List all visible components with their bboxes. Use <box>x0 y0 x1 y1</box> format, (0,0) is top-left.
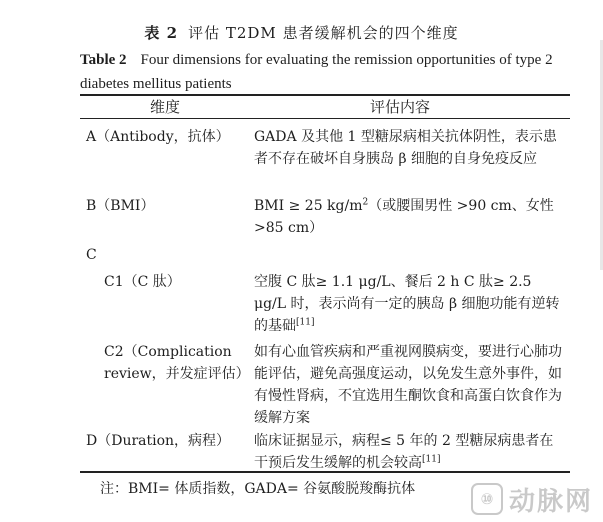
caption-cn-title: 评估 T2DM 患者缓解机会的四个维度 <box>188 24 459 42</box>
row-c2-dimension: C2（Complication review，并发症评估） <box>104 344 250 382</box>
caption-en-title: Four dimensions for evaluating the remission opportunities of type 2 diabetes mellitus patients <box>80 52 553 92</box>
row-d-content <box>254 430 564 474</box>
row-d-dimension: D（Duration，病程） <box>86 433 231 449</box>
table-caption-cn <box>0 22 603 43</box>
row-c1-content <box>254 271 564 337</box>
watermark-text: 动脉网 <box>509 486 594 517</box>
row-b-dimension: B（BMI） <box>86 198 155 214</box>
header-rule <box>80 118 570 119</box>
watermark-logo <box>471 476 603 522</box>
caption-en-label: Table 2 <box>80 52 127 68</box>
watermark-mark-icon: ⑩ <box>471 483 503 515</box>
row-a-content: GADA 及其他 1 型糖尿病相关抗体阴性，表示患者不存在破坏自身胰岛 β 细胞的自身免疫反应 <box>254 129 557 167</box>
row-d-text: 临床证据显示，病程≤ 5 年的 2 型糖尿病患者在干预后发生缓解的机会较高 <box>254 433 554 471</box>
row-c-dimension: C <box>86 247 97 263</box>
row-c1-ref: [11] <box>296 317 315 328</box>
header-dimension: 维度 <box>150 98 181 116</box>
row-b-content-post: （或腰围男性 >90 cm、女性 >85 cm） <box>254 198 554 236</box>
table-caption-en <box>80 48 580 96</box>
row-d-ref: [11] <box>422 454 441 465</box>
row-c1-dimension: C1（C 肽） <box>104 274 181 290</box>
row-b-content <box>254 195 564 239</box>
row-c1-text: 空腹 C 肽≥ 1.1 μg/L、餐后 2 h C 肽≥ 2.5 μg/L 时，表示尚有一定的胰岛 β 细胞功能有逆转的基础 <box>254 274 560 334</box>
row-b-superscript: 2 <box>362 197 369 208</box>
header-content: 评估内容 <box>370 98 431 116</box>
caption-cn-label: 表 2 <box>144 24 179 42</box>
row-c2-content: 如有心血管疾病和严重视网膜病变，要进行心肺功能评估，避免高强度运动，以免发生意外事件，如有慢性肾病，不宜选用生酮饮食和高蛋白饮食作为缓解方案 <box>254 344 562 426</box>
table-note: 注：BMI= 体质指数，GADA= 谷氨酸脱羧酶抗体 <box>100 481 416 497</box>
bottom-rule <box>80 471 570 473</box>
row-a-dimension: A（Antibody，抗体） <box>86 129 230 145</box>
row-b-content-pre: BMI ≥ 25 kg/m <box>254 198 363 214</box>
